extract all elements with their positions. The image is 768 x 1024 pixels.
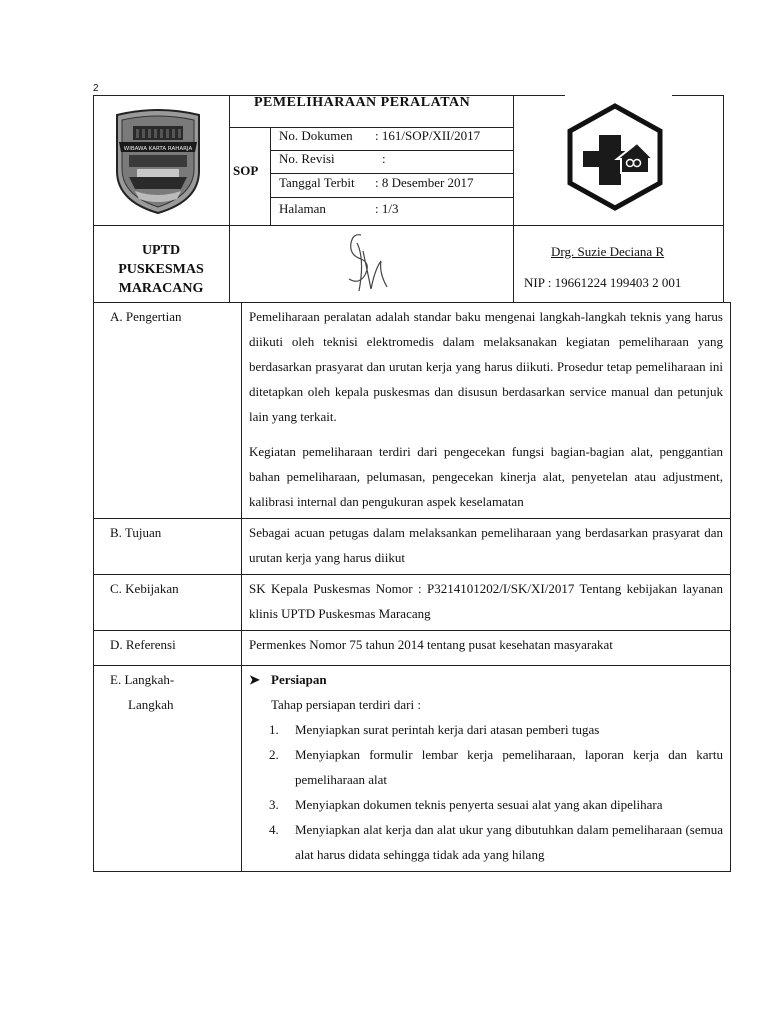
step-number: 1. <box>269 722 279 737</box>
tanggal-terbit-label: Tanggal Terbit <box>279 175 355 190</box>
row-tujuan <box>94 519 731 575</box>
tanggal-terbit-value: : 8 Desember 2017 <box>375 175 474 190</box>
sop-label: SOP <box>233 163 259 178</box>
pengertian-paragraph-2: Kegiatan pemeliharaan terdiri dari pengecekan fungsi bagian-bagian alat, penggantian bahan pemeliharaan, pelumasan, pengecekan kinerja alat, penyetelan atau adjustment, kalibrasi internal dan pengukuran aspek keselamatan <box>249 444 723 509</box>
pengertian-paragraph-1: Pemeliharaan peralatan adalah standar baku mengenai langkah-langkah teknis yang harus diikuti oleh teknisi elektromedis dalam melaksanakan kegiatan pemeliharaan yang berdasarkan prasyarat dan urutan kerja yang harus diikuti. Prosedur tetap pemeliharaan ini ditetapkan oleh kepala puskesmas dan disusun berdasarkan service manual dan petunjuk lain yang terkait. <box>249 309 723 424</box>
no-revisi-value: : <box>382 151 386 166</box>
kebijakan-text: SK Kepala Puskesmas Nomor : P3214101202/I/SK/XI/2017 Tentang kebijakan layanan klinis UPTD Puskesmas Maracang <box>242 575 731 631</box>
list-item <box>249 817 723 867</box>
no-dokumen-value: : 161/SOP/XII/2017 <box>375 128 481 143</box>
langkah-label-line1: E. Langkah- <box>110 672 175 687</box>
tujuan-label: B. Tujuan <box>94 519 242 575</box>
halaman-label: Halaman <box>279 201 326 216</box>
step-text: Menyiapkan dokumen teknis penyerta sesuai alat yang akan dipelihara <box>295 797 663 812</box>
sop-content-table <box>93 302 731 872</box>
step-text: Menyiapkan surat perintah kerja dari atasan pemberi tugas <box>295 722 600 737</box>
signer-name: Drg. Suzie Deciana R <box>551 244 665 259</box>
kebijakan-label: C. Kebijakan <box>94 575 242 631</box>
signature <box>331 229 401 299</box>
no-revisi-label: No. Revisi <box>279 151 335 166</box>
tujuan-text: Sebagai acuan petugas dalam melaksankan pemeliharaan yang berdasarkan prasyarat dan urutan kerja yang harus diikut <box>242 519 731 575</box>
row-referensi <box>94 631 731 666</box>
sop-header <box>93 95 724 302</box>
row-pengertian <box>94 303 731 519</box>
org-name-line3: MARACANG <box>118 281 204 296</box>
step-text: Menyiapkan formulir lembar kerja pemeliharaan, laporan kerja dan kartu pemeliharaan alat <box>295 747 723 787</box>
pengertian-cell <box>242 303 731 519</box>
step-number: 2. <box>269 747 279 762</box>
persiapan-title: Persiapan <box>271 672 327 687</box>
referensi-label: D. Referensi <box>94 631 242 666</box>
referensi-text: Permenkes Nomor 75 tahun 2014 tentang pusat kesehatan masyarakat <box>242 631 731 666</box>
arrow-bullet-icon: ➤ <box>249 672 260 687</box>
step-text: Menyiapkan alat kerja dan alat ukur yang dibutuhkan dalam pemeliharaan (semua alat harus didata sehingga tidak ada yang hilang <box>295 822 723 862</box>
step-number: 3. <box>269 797 279 812</box>
list-item <box>249 742 723 792</box>
org-name-line2: PUSKESMAS <box>118 262 204 277</box>
list-item <box>249 717 723 742</box>
no-dokumen-label: No. Dokumen <box>279 128 353 143</box>
org-name-line1: UPTD <box>141 243 181 258</box>
row-kebijakan <box>94 575 731 631</box>
step-number: 4. <box>269 822 279 837</box>
pengertian-label: A. Pengertian <box>94 303 242 519</box>
signer-nip: NIP : 19661224 199403 2 001 <box>524 275 682 290</box>
logo-banner-text: WIBAWA KARTA RAHARJA <box>123 146 193 152</box>
kabupaten-logo <box>113 109 203 215</box>
halaman-value: : 1/3 <box>375 201 399 216</box>
puskesmas-logo <box>565 103 665 211</box>
langkah-label <box>94 666 242 872</box>
persiapan-intro: Tahap persiapan terdiri dari : <box>271 697 421 712</box>
page-number: 2 <box>93 83 99 94</box>
persiapan-heading <box>249 667 723 692</box>
langkah-cell <box>242 666 731 872</box>
row-langkah <box>94 666 731 872</box>
langkah-label-line2: Langkah <box>128 697 174 712</box>
list-item <box>249 792 723 817</box>
document-title: PEMELIHARAAN PERALATAN <box>254 95 471 110</box>
